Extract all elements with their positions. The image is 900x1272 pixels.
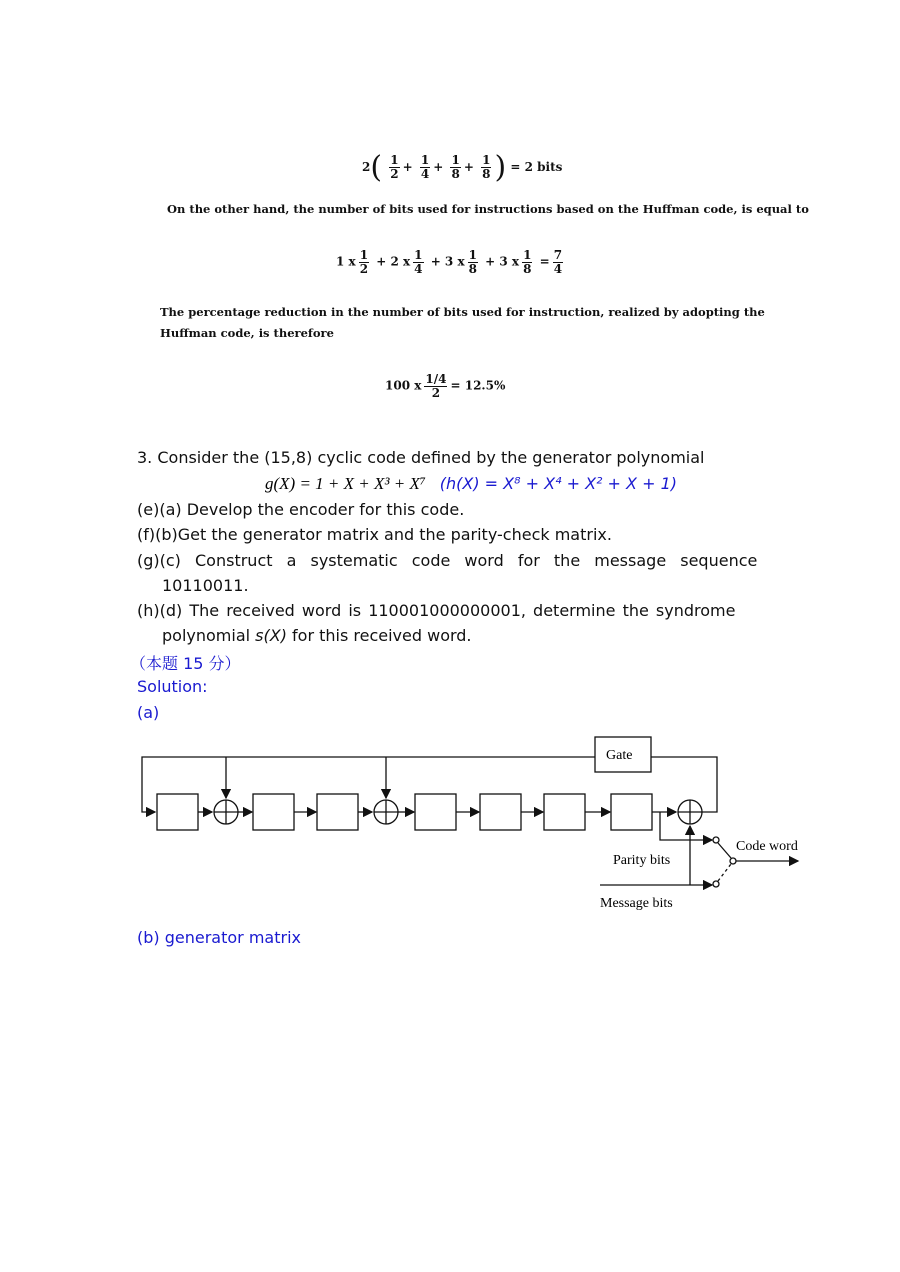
question-part-d: (h)(d) The received word is 110001000000001, determine the syndrome xyxy=(137,601,736,620)
question-part-d-cont: polynomial s(X) for this received word. xyxy=(162,626,472,645)
switch-arm xyxy=(718,843,731,858)
gate-label: Gate xyxy=(606,748,633,763)
paragraph-percentage-1: The percentage reduction in the number of bits used for instruction, realized by adopting the xyxy=(160,305,765,319)
question-part-c-cont: 10110011. xyxy=(162,576,249,595)
parity-path xyxy=(660,812,712,840)
message-bits-label: Message bits xyxy=(600,896,673,911)
question-intro: 3. Consider the (15,8) cyclic code defined by the generator polynomial xyxy=(137,448,705,467)
parity-bits-label: Parity bits xyxy=(613,853,671,868)
question-part-c: (g)(c) Construct a systematic code word for the message sequence xyxy=(137,551,758,570)
fraction: $\frac{1}{8}$ xyxy=(482,153,491,181)
fraction: $\frac{1}{8}$ xyxy=(451,153,460,181)
fraction: $\frac{1}{4}$ xyxy=(420,153,430,181)
equation-percentage: 100 x $\frac{1/4}{2}$ = 12.5% xyxy=(385,372,506,400)
generator-polynomial: g(X) = 1 + X + X³ + X⁷ xyxy=(265,474,426,493)
feedback-line xyxy=(142,757,595,812)
equation-average-bits: 2( $\frac{1}{2}$ + $\frac{1}{4}$ + $\frac{1}{8}$ + $\frac{1}{8}$ ) = 2 bits xyxy=(362,150,563,185)
points-note: （本题 15 分） xyxy=(130,654,241,673)
solution-part-b: (b) generator matrix xyxy=(137,928,301,947)
equation-huffman-bits: 1 x $\frac{1}{2}$ + 2 x $\frac{1}{4}$ + 3 x $\frac{1}{8}$ + 3 x $\frac{1}{8}$ = $\frac{7}{4}$ xyxy=(336,248,563,276)
solution-label: Solution: xyxy=(137,677,208,696)
question-part-a: (e)(a) Develop the encoder for this code. xyxy=(137,500,465,519)
eq-result: = 2 bits xyxy=(510,160,563,174)
parity-polynomial: (h(X) = X⁸ + X⁴ + X² + X + 1) xyxy=(439,474,677,493)
paragraph-other-hand: On the other hand, the number of bits used for instructions based on the Huffman code, is equal to xyxy=(167,202,809,216)
code-word-label: Code word xyxy=(736,839,798,854)
fraction: $\frac{1}{2}$ xyxy=(390,153,399,181)
eq-lead: 2 xyxy=(362,160,371,174)
solution-part-a: (a) xyxy=(137,703,160,722)
gate-output-line xyxy=(651,757,717,812)
question-part-b: (f)(b)Get the generator matrix and the parity-check matrix. xyxy=(137,525,612,544)
paragraph-percentage-2: Huffman code, is therefore xyxy=(160,326,334,340)
